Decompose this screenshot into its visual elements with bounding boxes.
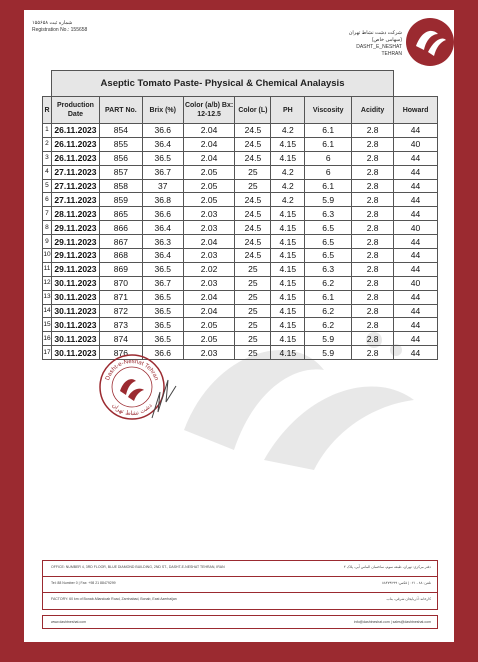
- cell-r: 8: [43, 221, 52, 235]
- cell-production-date: 30.11.2023: [51, 276, 99, 290]
- cell-part-no: 868: [99, 249, 142, 263]
- cell-viscosity: 6.1: [305, 137, 352, 151]
- cell-r: 6: [43, 193, 52, 207]
- cell-color-l: 25: [235, 332, 271, 346]
- cell-color-ab: 2.05: [183, 332, 235, 346]
- table-row: [43, 124, 438, 138]
- table-row: [43, 332, 438, 346]
- cell-howard: 44: [394, 165, 438, 179]
- cell-part-no: 871: [99, 290, 142, 304]
- cell-ph: 4.15: [271, 235, 305, 249]
- cell-color-l: 24.5: [235, 124, 271, 138]
- cell-ph: 4.2: [271, 179, 305, 193]
- cell-color-ab: 2.02: [183, 262, 235, 276]
- company-name-block: [336, 30, 402, 58]
- cell-production-date: 29.11.2023: [51, 221, 99, 235]
- cell-color-l: 24.5: [235, 221, 271, 235]
- cell-acidity: 2.8: [352, 318, 394, 332]
- cell-color-l: 25: [235, 165, 271, 179]
- col-header-howard: Howard: [394, 97, 438, 124]
- col-header-ph: PH: [271, 97, 305, 124]
- cell-color-ab: 2.05: [183, 179, 235, 193]
- footer-web-bar: [42, 615, 438, 629]
- cell-part-no: 870: [99, 276, 142, 290]
- cell-viscosity: 6.2: [305, 318, 352, 332]
- table-title: Aseptic Tomato Paste- Physical & Chemical Analaysis: [51, 71, 393, 97]
- cell-color-l: 25: [235, 179, 271, 193]
- cell-viscosity: 6.1: [305, 290, 352, 304]
- cell-ph: 4.15: [271, 290, 305, 304]
- cell-ph: 4.15: [271, 262, 305, 276]
- cell-r: 1: [43, 124, 52, 138]
- cell-howard: 44: [394, 151, 438, 165]
- cell-color-l: 25: [235, 346, 271, 360]
- cell-ph: 4.15: [271, 249, 305, 263]
- cell-ph: 4.15: [271, 346, 305, 360]
- cell-color-l: 25: [235, 318, 271, 332]
- cell-howard: 44: [394, 318, 438, 332]
- registration-block: [32, 20, 87, 34]
- footer-factory-en: FACTORY: 60 km of Bonab-Miandoab Road, Zarrinabad, Bonab, East Azerbaijan: [51, 597, 177, 601]
- cell-viscosity: 6.3: [305, 262, 352, 276]
- cell-howard: 40: [394, 221, 438, 235]
- cell-production-date: 27.11.2023: [51, 193, 99, 207]
- cell-color-l: 24.5: [235, 207, 271, 221]
- cell-viscosity: 6.5: [305, 249, 352, 263]
- col-header-acidity: Acidity: [352, 97, 394, 124]
- cell-acidity: 2.8: [352, 262, 394, 276]
- col-header-production-date: Production Date: [51, 97, 99, 124]
- company-name-fa: شرکت دشت نشاط تهران (سهامی خاص): [348, 30, 402, 43]
- cell-production-date: 29.11.2023: [51, 249, 99, 263]
- cell-brix: 36.6: [142, 124, 183, 138]
- table-row: [43, 235, 438, 249]
- table-row: [43, 276, 438, 290]
- cell-acidity: 2.8: [352, 304, 394, 318]
- cell-howard: 40: [394, 137, 438, 151]
- cell-part-no: 857: [99, 165, 142, 179]
- table-row: [43, 207, 438, 221]
- cell-howard: 44: [394, 304, 438, 318]
- cell-brix: 36.8: [142, 193, 183, 207]
- cell-production-date: 30.11.2023: [51, 304, 99, 318]
- cell-viscosity: 5.9: [305, 193, 352, 207]
- cell-production-date: 26.11.2023: [51, 124, 99, 138]
- cell-ph: 4.15: [271, 304, 305, 318]
- stamp-text-fa: دشت نشاط تهران: [110, 402, 154, 418]
- cell-howard: 44: [394, 346, 438, 360]
- footer-email-link[interactable]: info@dashtneshat.com | sales@dashtneshat.com: [353, 620, 431, 624]
- cell-howard: 40: [394, 276, 438, 290]
- cell-color-ab: 2.03: [183, 249, 235, 263]
- table-row: [43, 290, 438, 304]
- cell-viscosity: 5.9: [305, 346, 352, 360]
- cell-part-no: 876: [99, 346, 142, 360]
- cell-production-date: 29.11.2023: [51, 262, 99, 276]
- table-row: [43, 249, 438, 263]
- table-row: [43, 165, 438, 179]
- cell-color-ab: 2.03: [183, 207, 235, 221]
- col-header-color-l: Color (L): [235, 97, 271, 124]
- table-row: [43, 193, 438, 207]
- cell-acidity: 2.8: [352, 290, 394, 304]
- cell-part-no: 874: [99, 332, 142, 346]
- cell-ph: 4.15: [271, 332, 305, 346]
- cell-part-no: 855: [99, 137, 142, 151]
- cell-part-no: 859: [99, 193, 142, 207]
- cell-acidity: 2.8: [352, 151, 394, 165]
- cell-r: 3: [43, 151, 52, 165]
- cell-part-no: 867: [99, 235, 142, 249]
- cell-acidity: 2.8: [352, 249, 394, 263]
- cell-acidity: 2.8: [352, 179, 394, 193]
- cell-viscosity: 6.5: [305, 235, 352, 249]
- cell-brix: 36.6: [142, 207, 183, 221]
- footer-website-link[interactable]: www.dashtneshat.com: [51, 620, 87, 624]
- table-row: [43, 221, 438, 235]
- cell-acidity: 2.8: [352, 221, 394, 235]
- cell-brix: 36.4: [142, 137, 183, 151]
- cell-r: 10: [43, 249, 52, 263]
- cell-r: 15: [43, 318, 52, 332]
- stamp-text-en: Dasht-e-Neshat Tehran: [105, 358, 159, 382]
- col-header-r: R: [43, 97, 52, 124]
- registration-fa: ۱۵۵۶۵۸ شماره ثبت: [32, 20, 73, 26]
- cell-viscosity: 6: [305, 165, 352, 179]
- cell-color-ab: 2.04: [183, 137, 235, 151]
- cell-color-l: 25: [235, 262, 271, 276]
- cell-acidity: 2.8: [352, 235, 394, 249]
- cell-production-date: 30.11.2023: [51, 290, 99, 304]
- cell-production-date: 26.11.2023: [51, 151, 99, 165]
- cell-acidity: 2.8: [352, 165, 394, 179]
- cell-brix: 36.4: [142, 249, 183, 263]
- footer-tel-en: Tel: 88 Number 0 | Fax: +98 21 88479299: [51, 581, 116, 585]
- cell-r: 9: [43, 235, 52, 249]
- cell-color-ab: 2.04: [183, 151, 235, 165]
- cell-r: 12: [43, 276, 52, 290]
- cell-color-ab: 2.04: [183, 235, 235, 249]
- cell-color-l: 25: [235, 290, 271, 304]
- cell-ph: 4.15: [271, 151, 305, 165]
- footer-tel-fa: تلفن: ۸۸ - ۰۲۱ | فکس: ۸۸۴۷۹۲۹۹: [382, 581, 431, 585]
- footer-office-fa: دفتر مرکزی: تهران، طبقه سوم، ساختمان الماس آبی، پلاک ۴: [343, 565, 431, 569]
- cell-color-ab: 2.05: [183, 318, 235, 332]
- cell-production-date: 27.11.2023: [51, 165, 99, 179]
- cell-acidity: 2.8: [352, 276, 394, 290]
- col-header-color-ab: Color (a/b) Bx: 12-12.5: [183, 97, 235, 124]
- registration-en: Registration No.: 155658: [32, 27, 88, 33]
- cell-brix: 36.5: [142, 290, 183, 304]
- cell-howard: 44: [394, 193, 438, 207]
- cell-part-no: 872: [99, 304, 142, 318]
- cell-part-no: 869: [99, 262, 142, 276]
- cell-brix: 36.5: [142, 332, 183, 346]
- cell-ph: 4.2: [271, 165, 305, 179]
- table-body: [43, 124, 438, 360]
- cell-ph: 4.2: [271, 124, 305, 138]
- table-row: [43, 304, 438, 318]
- cell-color-ab: 2.03: [183, 346, 235, 360]
- cell-viscosity: 6: [305, 151, 352, 165]
- analysis-table: [42, 70, 438, 360]
- cell-viscosity: 6.1: [305, 179, 352, 193]
- cell-r: 16: [43, 332, 52, 346]
- col-header-brix: Brix (%): [142, 97, 183, 124]
- cell-color-l: 24.5: [235, 151, 271, 165]
- cell-r: 14: [43, 304, 52, 318]
- cell-production-date: 26.11.2023: [51, 137, 99, 151]
- cell-howard: 44: [394, 262, 438, 276]
- cell-howard: 44: [394, 290, 438, 304]
- cell-ph: 4.15: [271, 137, 305, 151]
- cell-viscosity: 6.3: [305, 207, 352, 221]
- table-row: [43, 137, 438, 151]
- cell-production-date: 30.11.2023: [51, 346, 99, 360]
- cell-color-ab: 2.04: [183, 124, 235, 138]
- cell-color-l: 25: [235, 304, 271, 318]
- cell-part-no: 866: [99, 221, 142, 235]
- cell-color-ab: 2.05: [183, 193, 235, 207]
- cell-r: 2: [43, 137, 52, 151]
- cell-ph: 4.15: [271, 207, 305, 221]
- cell-viscosity: 6.1: [305, 124, 352, 138]
- cell-howard: 44: [394, 235, 438, 249]
- cell-ph: 4.15: [271, 276, 305, 290]
- cell-color-l: 24.5: [235, 137, 271, 151]
- cell-production-date: 30.11.2023: [51, 332, 99, 346]
- cell-color-l: 24.5: [235, 249, 271, 263]
- cell-r: 11: [43, 262, 52, 276]
- col-header-viscosity: Viscosity: [305, 97, 352, 124]
- cell-color-ab: 2.04: [183, 290, 235, 304]
- cell-viscosity: 6.5: [305, 221, 352, 235]
- cell-acidity: 2.8: [352, 137, 394, 151]
- cell-ph: 4.15: [271, 318, 305, 332]
- cell-production-date: 29.11.2023: [51, 235, 99, 249]
- cell-production-date: 30.11.2023: [51, 318, 99, 332]
- cell-brix: 36.7: [142, 165, 183, 179]
- table-row: [43, 151, 438, 165]
- cell-color-ab: 2.05: [183, 165, 235, 179]
- cell-viscosity: 6.2: [305, 276, 352, 290]
- cell-r: 13: [43, 290, 52, 304]
- cell-brix: 36.4: [142, 221, 183, 235]
- cell-acidity: 2.8: [352, 332, 394, 346]
- cell-r: 4: [43, 165, 52, 179]
- cell-r: 7: [43, 207, 52, 221]
- footer-contact-box: [42, 560, 438, 610]
- signature-mark: [148, 372, 180, 424]
- cell-acidity: 2.8: [352, 193, 394, 207]
- cell-brix: 36.5: [142, 304, 183, 318]
- cell-part-no: 858: [99, 179, 142, 193]
- cell-r: 17: [43, 346, 52, 360]
- cell-howard: 44: [394, 332, 438, 346]
- cell-howard: 44: [394, 179, 438, 193]
- col-header-part-no: PART No.: [99, 97, 142, 124]
- cell-color-l: 24.5: [235, 193, 271, 207]
- cell-acidity: 2.8: [352, 346, 394, 360]
- cell-brix: 36.3: [142, 235, 183, 249]
- cell-brix: 36.6: [142, 346, 183, 360]
- cell-brix: 36.7: [142, 276, 183, 290]
- cell-production-date: 28.11.2023: [51, 207, 99, 221]
- cell-ph: 4.2: [271, 193, 305, 207]
- cell-brix: 36.5: [142, 262, 183, 276]
- cell-acidity: 2.8: [352, 207, 394, 221]
- cell-viscosity: 5.9: [305, 332, 352, 346]
- company-logo-icon: [404, 16, 456, 68]
- company-name-en: DASHT_E_NESHAT TEHRAN: [356, 44, 402, 57]
- cell-color-ab: 2.03: [183, 221, 235, 235]
- cell-brix: 37: [142, 179, 183, 193]
- cell-viscosity: 6.2: [305, 304, 352, 318]
- cell-acidity: 2.8: [352, 124, 394, 138]
- cell-brix: 36.5: [142, 151, 183, 165]
- cell-color-ab: 2.03: [183, 276, 235, 290]
- footer-office-en: OFFICE: NUMBER 4, 3RD FLOOR, BLUE DIAMOND BUILDING, 2ND ST., DASHT-E-NESHAT TEHRAN, IRAN: [51, 565, 225, 569]
- document-page: [24, 10, 454, 642]
- table-row: [43, 262, 438, 276]
- cell-production-date: 27.11.2023: [51, 179, 99, 193]
- table-row: [43, 318, 438, 332]
- cell-howard: 44: [394, 249, 438, 263]
- cell-r: 5: [43, 179, 52, 193]
- cell-ph: 4.15: [271, 221, 305, 235]
- footer-factory-fa: کارخانه: آذربایجان شرقی، بناب: [386, 597, 431, 601]
- cell-brix: 36.5: [142, 318, 183, 332]
- cell-part-no: 856: [99, 151, 142, 165]
- cell-color-l: 25: [235, 276, 271, 290]
- cell-color-l: 24.5: [235, 235, 271, 249]
- cell-color-ab: 2.04: [183, 304, 235, 318]
- cell-howard: 44: [394, 124, 438, 138]
- cell-howard: 44: [394, 207, 438, 221]
- cell-part-no: 865: [99, 207, 142, 221]
- table-row: [43, 179, 438, 193]
- cell-part-no: 854: [99, 124, 142, 138]
- cell-part-no: 873: [99, 318, 142, 332]
